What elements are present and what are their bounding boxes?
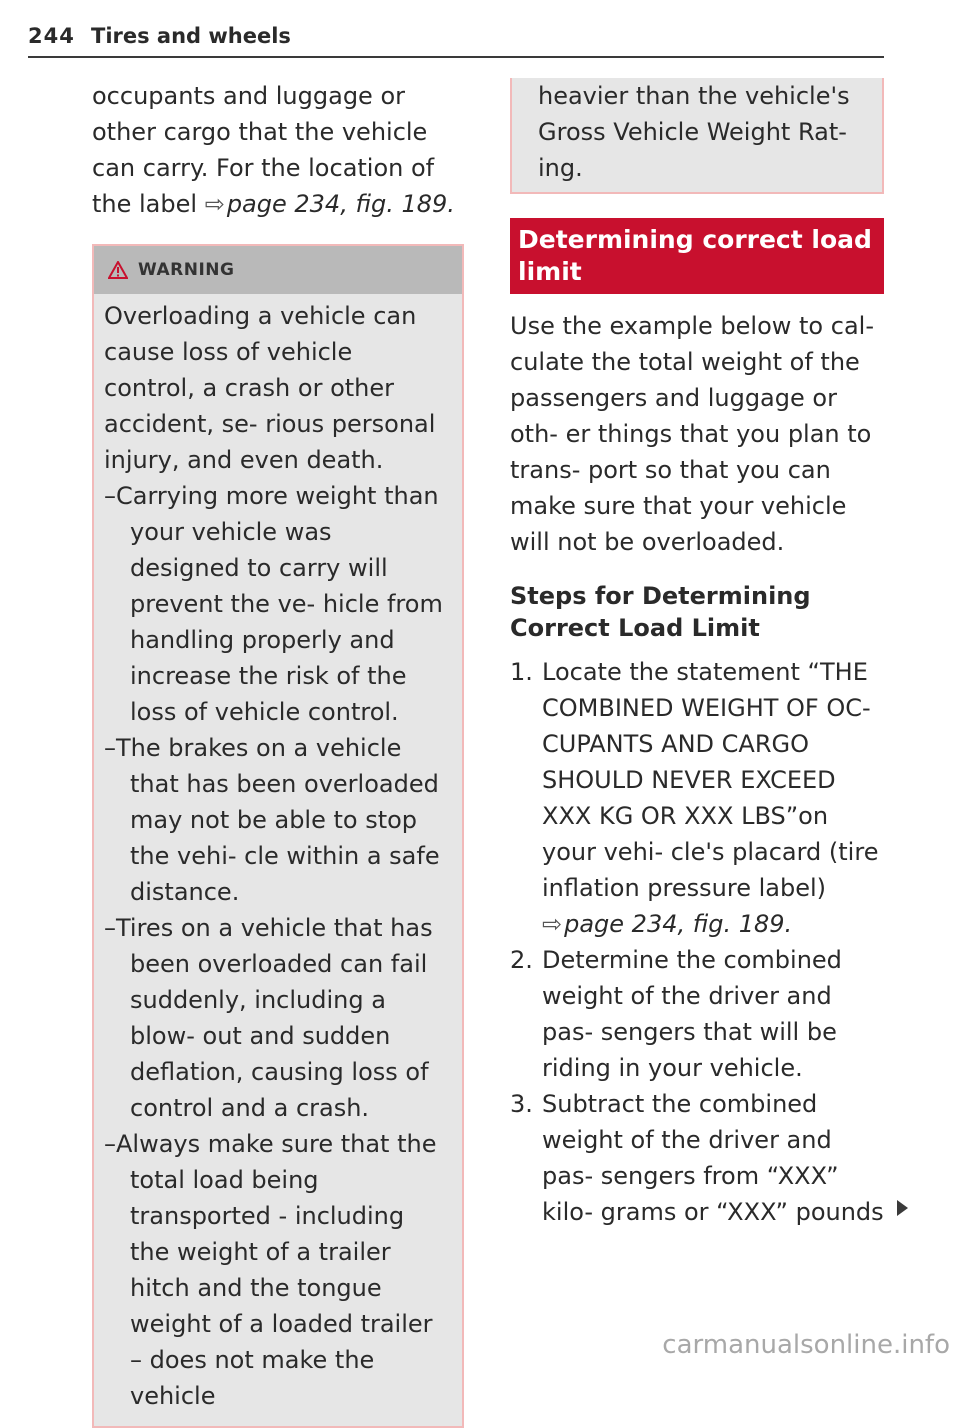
step-number: 1. [510,658,533,686]
step-item [510,1086,884,1230]
step-item [510,942,884,1086]
step-item [510,654,884,942]
step-number: 3. [510,1090,533,1118]
steps-list [510,654,884,1230]
warning-item: –Always make sure that the total load being transported - including the weight of a trailer hitch and the tongue weight of a loaded trailer – does not make the vehicle [104,1130,437,1410]
page-number: 244 [28,24,75,48]
warning-body [94,294,462,1426]
arrow-right-icon: ⇨ [204,190,225,218]
warning-continued-box [510,78,884,194]
page-header [28,22,884,58]
warning-triangle-icon [108,261,128,279]
step-text: Subtract the combined weight of the driver and pas- sengers from “XXX” kilo- grams or “XXX” pounds [542,1090,884,1226]
warning-item: –Tires on a vehicle that has been overloaded can fail suddenly, including a blow- out and sudden deflation, causing loss of control and a crash. [104,914,433,1122]
step-text: Determine the combined weight of the driver and pas- sengers that will be riding in your vehicle. [542,946,842,1082]
page-reference-text: page 234, fig. 189. [226,190,455,218]
section-title: Tires and wheels [91,24,291,48]
continue-arrow-icon [897,1200,908,1216]
step-number: 2. [510,946,533,974]
step-page-reference[interactable] [542,910,792,938]
warning-item: –Carrying more weight than your vehicle was designed to carry will prevent the ve- hicle from handling properly and increase the risk of the loss of vehicle control. [104,482,443,726]
section-heading: Determining correct load limit [510,218,884,294]
right-column [510,78,884,1230]
step-page-reference-text: page 234, fig. 189. [564,910,793,938]
warning-item: –The brakes on a vehicle that has been overloaded may not be able to stop the vehi- cle within a safe distance. [104,734,440,906]
page-reference[interactable] [205,190,455,218]
intro-text [92,78,464,222]
steps-heading: Steps for Determining Correct Load Limit [510,582,811,642]
left-column [92,78,464,1428]
watermark: carmanualsonline.info [662,1330,950,1360]
warning-paragraph: Overloading a vehicle can cause loss of vehicle control, a crash or other accident, se- rious personal injury, and even death. [104,302,436,474]
arrow-right-icon: ⇨ [542,910,563,938]
warning-title: WARNING [138,260,235,280]
warning-box [92,244,464,1428]
section-intro: Use the example below to cal- culate the total weight of the passengers and luggage or oth- er things that you plan to trans- port so that you can make sure that your vehicle will not be overloaded. [510,312,874,556]
intro-body: occupants and luggage or other cargo that the vehicle can carry. For the location of the label [92,82,435,218]
warning-continued-text: heavier than the vehicle's Gross Vehicle Weight Rat- ing. [538,82,850,182]
step-text: Locate the statement “THE COMBINED WEIGHT OF OC- CUPANTS AND CARGO SHOULD NEVER EXCEED XXX KG OR XXX LBS”on your vehi- cle's placard (tire inflation pressure label) [542,658,879,902]
warning-list [104,478,448,1414]
warning-header [94,246,462,294]
